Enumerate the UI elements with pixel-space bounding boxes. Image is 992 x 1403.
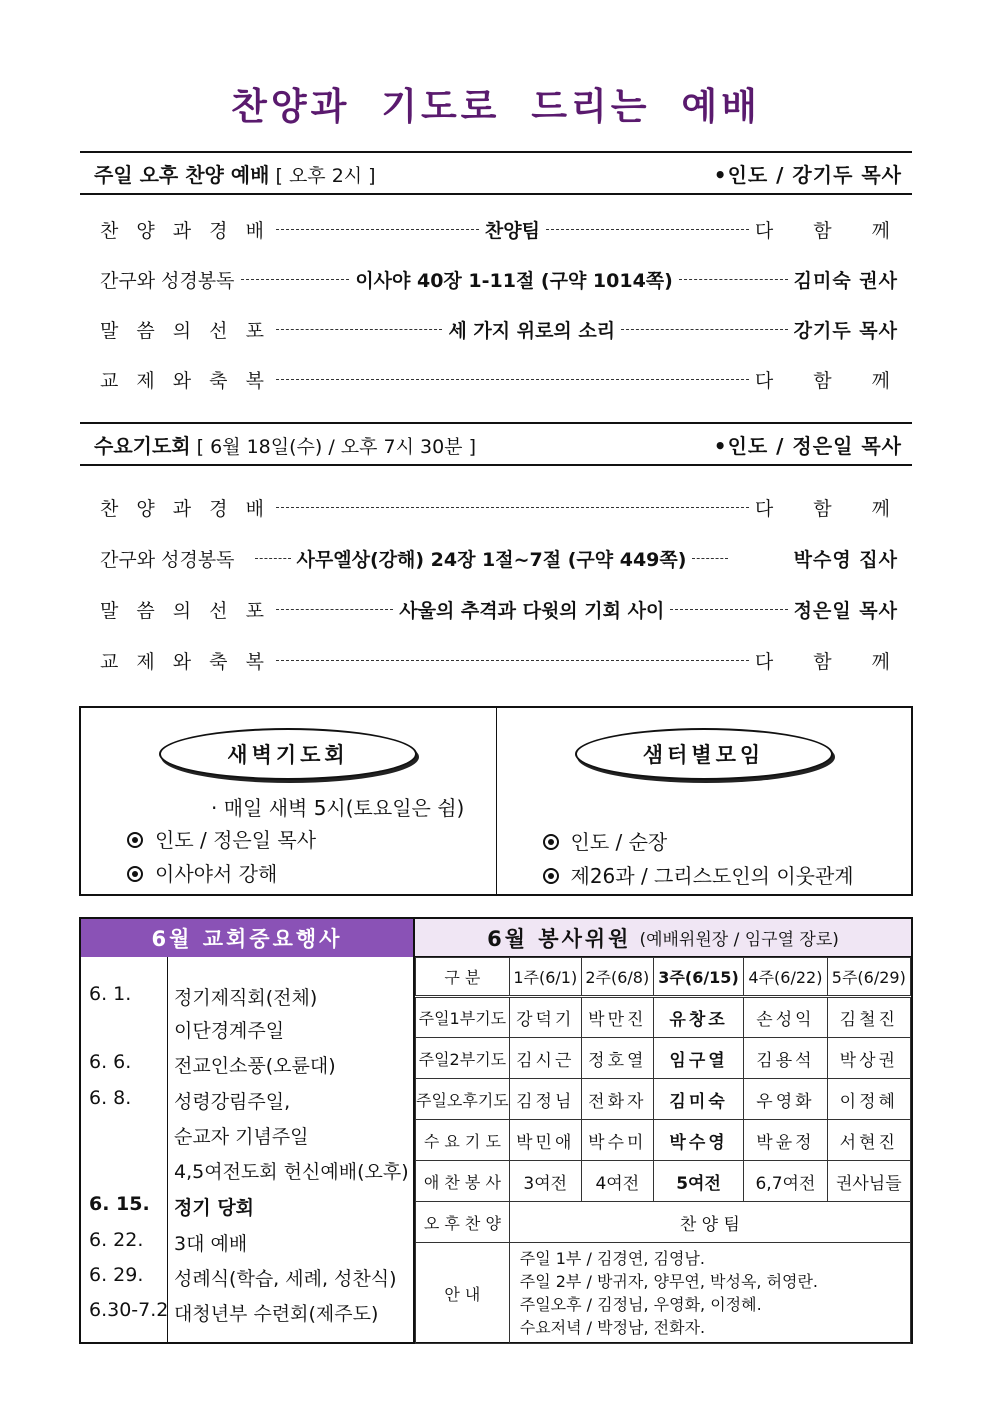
order-person: 박수영 집사	[793, 548, 898, 571]
guide-line: 주일 1부 / 김경연, 김영남.	[519, 1249, 705, 1268]
dawn-prayer-line: 인도 / 정은일 목사	[127, 824, 316, 853]
dash-leader	[276, 229, 479, 230]
cell-group-title: 샘터별모임	[575, 728, 833, 780]
table-cell: 임구열	[653, 1038, 743, 1079]
dash-leader	[276, 507, 749, 508]
table-cell: 박윤정	[744, 1120, 827, 1161]
table-row	[416, 1079, 911, 1120]
event-text: 전교인소풍(오륜대)	[174, 1055, 336, 1077]
sunday-order-row	[100, 314, 898, 344]
order-content: 세 가지 위로의 소리	[448, 319, 616, 342]
dash-leader	[670, 609, 787, 610]
table-cell: 손성익	[744, 997, 827, 1038]
table-cell: 박민애	[509, 1120, 581, 1161]
order-label: 말 씀 의 선 포	[100, 319, 270, 342]
order-content: 사울의 추격과 다윗의 기회 사이	[399, 599, 665, 622]
column-header: 3주(6/15)	[653, 958, 743, 997]
table-cell: 박만진	[581, 997, 653, 1038]
dash-leader	[276, 379, 749, 380]
cell-group-line: 제26과 / 그리스도인의 이웃관계	[543, 860, 854, 889]
table-cell: 권사님들	[827, 1161, 910, 1202]
wednesday-service-name: 수요기도회	[94, 433, 191, 458]
table-header-row	[416, 958, 911, 997]
table-cell: 찬 양 팀	[509, 1202, 910, 1243]
table-cell: 박수미	[581, 1120, 653, 1161]
dash-leader	[692, 558, 728, 559]
order-person: 김미숙 권사	[793, 269, 899, 292]
table-cell: 김미숙	[653, 1079, 743, 1120]
table-cell: 3여전	[509, 1161, 581, 1202]
event-text: 정기 당회	[174, 1197, 255, 1219]
dash-leader	[621, 329, 788, 330]
row-label: 애 찬 봉 사	[416, 1161, 510, 1202]
table-cell: 박수영	[653, 1120, 743, 1161]
row-label: 주일1부기도	[416, 997, 510, 1038]
table-cell: 4여전	[581, 1161, 653, 1202]
event-date: 6. 22.	[89, 1229, 144, 1251]
dash-leader	[276, 609, 393, 610]
order-person: 정은일 목사	[793, 599, 899, 622]
order-label: 간구와 성경봉독	[100, 269, 235, 292]
dash-leader	[276, 329, 443, 330]
event-date: 6. 15.	[89, 1193, 150, 1215]
column-header: 2주(6/8)	[581, 958, 653, 997]
cell-group-panel	[496, 708, 912, 894]
meetings-box	[79, 706, 913, 896]
sunday-order-row	[100, 214, 898, 244]
table-row	[416, 997, 911, 1038]
cell-group-line: 인도 / 순장	[543, 826, 668, 855]
dash-leader	[255, 558, 291, 559]
row-label: 주일2부기도	[416, 1038, 510, 1079]
wednesday-order-row	[100, 645, 898, 675]
sunday-service-name: 주일 오후 찬양 예배	[94, 162, 270, 187]
table-cell: 김시근	[509, 1038, 581, 1079]
order-person: 다 함 께	[754, 497, 898, 520]
monthly-panel	[79, 917, 913, 1344]
table-cell: 박상권	[827, 1038, 910, 1079]
wednesday-service-time: [ 6월 18일(수) / 오후 7시 30분 ]	[196, 435, 476, 458]
wednesday-service-header	[80, 422, 912, 466]
sunday-order-row	[100, 264, 898, 294]
event-text: 이단경계주일	[174, 1020, 285, 1042]
bullet-circle-icon	[127, 866, 143, 882]
order-label: 간구와 성경봉독	[100, 548, 235, 571]
table-row	[416, 1161, 911, 1202]
table-cell: 김정님	[509, 1079, 581, 1120]
sunday-service-header	[80, 151, 912, 195]
order-person: 다 함 께	[754, 219, 898, 242]
sunday-order-row	[100, 364, 898, 394]
order-label: 말 씀 의 선 포	[100, 599, 270, 622]
sunday-service-time: [ 오후 2시 ]	[275, 164, 376, 187]
bullet-circle-icon	[127, 832, 143, 848]
table-row	[416, 1038, 911, 1079]
table-cell: 유창조	[653, 997, 743, 1038]
event-date: 6. 1.	[89, 983, 132, 1005]
wednesday-order-row	[100, 543, 898, 573]
dash-leader	[546, 229, 749, 230]
dash-leader	[679, 279, 788, 280]
order-label: 교 제 와 축 복	[100, 650, 270, 673]
service-header	[415, 919, 911, 957]
dash-leader	[276, 660, 749, 661]
table-row	[416, 1243, 911, 1344]
events-date-divider	[167, 957, 168, 1342]
order-person: 다 함 께	[754, 369, 898, 392]
row-label: 주일오후기도	[416, 1079, 510, 1120]
dawn-prayer-schedule: · 매일 새벽 5시(토요일은 쉼)	[211, 796, 465, 820]
table-cell: 6,7여전	[744, 1161, 827, 1202]
wednesday-order-row	[100, 594, 898, 624]
event-date: 6. 6.	[89, 1051, 132, 1073]
event-text: 성례식(학습, 세례, 성찬식)	[174, 1268, 397, 1290]
table-cell: 5여전	[653, 1161, 743, 1202]
table-cell: 우영화	[744, 1079, 827, 1120]
table-cell: 김철진	[827, 997, 910, 1038]
event-text: 3대 예배	[174, 1233, 248, 1255]
service-subtitle: (예배위원장 / 임구열 장로)	[639, 930, 839, 950]
column-header: 1주(6/1)	[509, 958, 581, 997]
guide-cell	[509, 1243, 910, 1344]
event-text: 성령강림주일,	[174, 1091, 291, 1113]
table-cell: 전화자	[581, 1079, 653, 1120]
event-date: 6.30-7.2	[89, 1299, 169, 1321]
column-header: 4주(6/22)	[744, 958, 827, 997]
column-header: 5주(6/29)	[827, 958, 910, 997]
table-cell: 정호열	[581, 1038, 653, 1079]
order-content: 찬양팀	[484, 219, 540, 242]
order-person: 다 함 께	[754, 650, 898, 673]
dawn-prayer-panel	[81, 708, 496, 894]
guide-line: 수요저녁 / 박정남, 전화자.	[519, 1318, 706, 1337]
order-content: 사무엘상(강해) 24장 1절~7절 (구약 449쪽)	[296, 548, 687, 571]
events-title: 6월 교회중요행사	[81, 919, 413, 957]
event-date: 6. 8.	[89, 1087, 132, 1109]
guide-line: 주일 2부 / 방귀자, 양무연, 박성옥, 허영란.	[519, 1272, 819, 1291]
dawn-prayer-line: 이사야서 강해	[127, 858, 277, 887]
event-text: 순교자 기념주일	[174, 1126, 309, 1148]
guide-line: 주일오후 / 김정님, 우영화, 이정혜.	[519, 1295, 762, 1314]
event-date: 6. 29.	[89, 1264, 144, 1286]
column-header: 구 분	[416, 958, 510, 997]
dawn-prayer-title: 새벽기도회	[159, 728, 417, 780]
dash-leader	[241, 279, 350, 280]
order-label: 교 제 와 축 복	[100, 369, 270, 392]
order-person: 강기두 목사	[793, 319, 899, 342]
table-row	[416, 1120, 911, 1161]
row-label: 수 요 기 도	[416, 1120, 510, 1161]
service-table	[415, 957, 911, 1344]
page-title: 찬양과 기도로 드리는 예배	[231, 85, 761, 128]
table-cell: 서현진	[827, 1120, 910, 1161]
table-cell: 강덕기	[509, 997, 581, 1038]
table-cell: 이정혜	[827, 1079, 910, 1120]
event-text: 4,5여전도회 헌신예배(오후)	[174, 1161, 409, 1183]
table-row	[416, 1202, 911, 1243]
event-text: 대청년부 수련회(제주도)	[174, 1303, 379, 1325]
bullet-circle-icon	[543, 834, 559, 850]
wednesday-order-row	[100, 492, 898, 522]
service-title: 6월 봉사위원	[487, 926, 632, 951]
bullet-circle-icon	[543, 868, 559, 884]
row-label: 안 내	[416, 1243, 510, 1344]
row-label: 오 후 찬 양	[416, 1202, 510, 1243]
table-cell: 김용석	[744, 1038, 827, 1079]
event-text: 정기제직회(전체)	[174, 987, 318, 1009]
sunday-service-leader: •인도 / 강기두 목사	[713, 162, 902, 187]
order-label: 찬 양 과 경 배	[100, 219, 270, 242]
wednesday-service-leader: •인도 / 정은일 목사	[713, 433, 902, 458]
order-content: 이사야 40장 1-11절 (구약 1014쪽)	[355, 269, 673, 292]
order-label: 찬 양 과 경 배	[100, 497, 270, 520]
